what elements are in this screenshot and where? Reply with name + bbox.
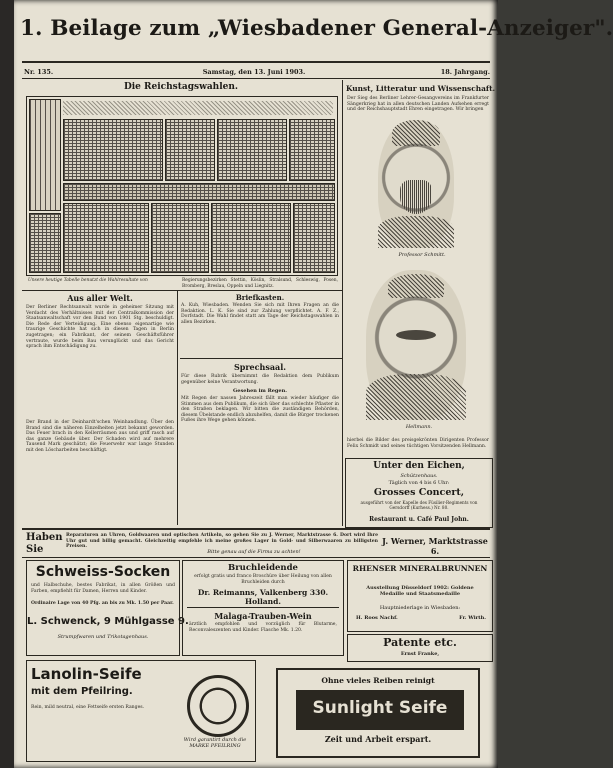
issue-year: 18. Jahrgang. — [440, 68, 490, 76]
socken-footer: Strumpfwaren und Trikotagenhaus. — [57, 634, 149, 640]
eichen-concert: Grosses Concert, — [373, 487, 465, 498]
kunst-intro: Der Sieg des Berliner Lehrer-Gesangvereins im Frankfurter Sängerkrieg hat in allen deutschen Landen Aufsehen erregt und der Reichshauptstadt Ehren eingetragen. Wir bringen — [347, 96, 489, 113]
rhenser-sub: Hauptniederlage in Wiesbaden: — [379, 605, 461, 611]
socken-title: Schweiss-Socken — [35, 564, 171, 580]
lanolin-title: Lanolin-Seife — [31, 665, 142, 683]
ad-schweiss-socken — [26, 560, 189, 656]
aus-aller-welt-p2: Der Brand in der Deinhardt'schen Weinhandlung. Über den Brand sind die näheren Einzelheiten jetzt bekannt geworden. Das Feuer brach in den Kellerräumen aus und griff rasch auf das ganze Gebäude über. Der Schaden wird auf mehrere Tausend Mark geschätzt; die Feuerwehr war lange Stunden mit den Löscharbeiten beschäftigt. — [26, 420, 174, 453]
ad-sunlight — [276, 668, 480, 758]
haben-right: J. Werner, Marktstrasse 6. — [382, 536, 488, 556]
bruch-title: Bruchleidende — [228, 563, 298, 573]
patente-title: Patente etc. — [383, 636, 457, 649]
sprechsaal-intro: Für diese Rubrik übernimmt die Redaktion dem Publikum gegenüber keine Verantwortung. — [181, 374, 339, 385]
sprechsaal-text: Mit Regen der nassen Jahreszeit fällt man wieder häufiger die Stimmen aus dem Publikum, die sich über das schlechte Pflaster in den Straßen beklagen. Wir bitten die zuständigen Behörden, diesem Übelstande endlich abzuhelfen, damit die Bürger trockenen Fußes ihre Wege gehen können. — [181, 396, 339, 424]
ad-patente — [347, 634, 493, 662]
reichstag-table — [26, 96, 338, 276]
page-binding — [0, 0, 14, 768]
briefkasten-text: A. Kuh, Wiesbaden. Wenden Sie sich mit Ihren Fragen an die Redaktion. L. K. Sie sind zur Zahlung verpflichtet. A. F. Z., Dorfstadt. Die Wahl findet statt am Tage der Reichstagswahlen in allen Bezirken. — [181, 303, 339, 325]
rhenser-text: Ausstellung Düsseldorf 1902: Goldene Medaille und Staatsmedaille — [366, 585, 474, 597]
lanolin-text: Rein, mild neutral, eine Fettseife ersten Ranges. — [31, 705, 145, 710]
bruch-text: erfolgt gratis und franco Broschüre über Heilung von allen Bruchleiden durch — [194, 574, 332, 585]
portrait-schmitt — [378, 120, 454, 248]
aus-aller-welt-p1: Der Berliner Rechtsanwalt wurde in geheimer Sitzung mit Verdacht des Verhältnisses mit der Centralkommission der Staatsanwaltschaft vor den Bund von 1901 Stg. beschuldigt. Die Rede der Verteidigung. Eine ebenso eigenartige wie traurige Geschichte hat sich in diesen Tagen in Berlin zugetragen; ein Fabrikant, der seinem Geschäftsführer vertraute, wurde beim Bau verunglückt und das Gericht sprach ihm Entschädigung zu. — [26, 305, 174, 350]
caption-hellmann: Hellmann. — [405, 424, 433, 430]
pfeilring-logo — [187, 675, 249, 737]
kunst-outro: hierbei die Bilder des preisgekrönten Dirigenten Professor Felix Schmidt und seines tüchtigen Vorsitzenden Hellmann. — [347, 438, 489, 449]
portrait-hellmann — [366, 270, 466, 420]
sunlight-top: Ohne vieles Reiben reinigt — [321, 676, 435, 685]
rhenser-title: RHENSER MINERALBRUNNEN — [352, 564, 488, 573]
sunlight-bottom: Zeit und Arbeit erspart. — [324, 734, 432, 744]
ad-lanolin — [26, 660, 256, 762]
briefkasten-heading: Briefkasten. — [235, 293, 285, 302]
ad-bruchleidende — [182, 560, 344, 656]
reichstag-caption-right: Regierungsbezirken Stettin, Köslin, Stralsund, Schleswig, Posen, Bromberg, Breslau, Oppeln und Liegnitz. — [182, 278, 338, 289]
haben-left: Haben Sie — [26, 532, 63, 555]
sunlight-logo-box — [296, 690, 464, 730]
eichen-line: Täglich von 4 bis 6 Uhr: — [388, 480, 450, 486]
reichstag-heading: Die Reichstagswahlen. — [123, 82, 239, 92]
eichen-desc: ausgeführt von der Kapelle des Füsilier-Regiments von Gersdorff (Kurhess.) Nr. 80. — [360, 500, 478, 510]
aus-aller-welt-heading: Aus aller Welt. — [67, 293, 133, 303]
bruch-firm: Dr. Reimanns, Valkenberg 330. Holland. — [197, 588, 329, 606]
sprechsaal-sub: Gesehen im Regen. — [233, 388, 287, 394]
malaga-text: ärztlich empfohlen und vorzüglich für Blutarme, Reconvaleszenten und Kinder. Flasche Mk. 1.20. — [189, 622, 337, 633]
eichen-title: Unter den Eichen, — [373, 461, 465, 471]
eichen-footer: Restaurant u. Café Paul John. — [369, 516, 469, 523]
patente-firm: Ernst Franke, — [400, 651, 440, 657]
haben-footer: Bitte genau auf die Firma zu achten! — [207, 549, 301, 555]
kunst-heading: Kunst, Litteratur und Wissenschaft. — [346, 84, 496, 93]
issue-number: Nr. 135. — [24, 68, 54, 76]
haben-text: Reparaturen an Uhren, Goldwaaren und optischen Artikeln, so gehen Sie zu J. Werner, Marktstrasse 6. Dort wird Ihre Uhr gut und billig gemacht. Gleichzeitig empfehle ich meine großes Lager in Gold- und Silberwaaren zu billigsten Preisen. — [66, 533, 378, 550]
caption-schmitt: Professor Schmitt. — [398, 252, 446, 258]
rhenser-firm1: H. Roos Nachf. — [356, 615, 398, 621]
masthead-title: 1. Beilage zum „Wiesbadener General-Anzeiger". — [20, 16, 613, 41]
sprechsaal-heading: Sprechsaal. — [233, 362, 287, 372]
malaga-title: Malaga-Trauben-Wein — [214, 611, 312, 621]
ad-rhenser — [347, 560, 493, 632]
eichen-sub: Schützenhaus. — [400, 473, 438, 479]
socken-text: und Halbschuhe, bestes Fabrikat, in allen Größen und Farben, empfiehlt für Damen, Herren und Kinder. — [31, 583, 175, 594]
lanolin-footer: Wird garantirt durch die MARKE PFEILRING — [183, 737, 247, 749]
lanolin-sub: mit dem Pfeilring. — [31, 686, 133, 697]
sunlight-main: Sunlight Seife — [312, 698, 448, 718]
reichstag-caption-left: Unsere heutige Tabelle benutzt die Wahlresultate von — [28, 278, 148, 283]
socken-firm: L. Schwenck, 9 Mühlgasse 9. — [27, 616, 189, 627]
socken-price: Ordinaire Lage von 40 Pfg. an bis zu Mk. 1.50 per Paar. — [31, 601, 174, 606]
ad-unter-den-eichen — [345, 458, 493, 528]
newspaper-page — [14, 0, 613, 768]
issue-date: Samstag, den 13. Juni 1903. — [202, 68, 306, 76]
rhenser-firm2: Fr. Wirth. — [459, 615, 486, 621]
